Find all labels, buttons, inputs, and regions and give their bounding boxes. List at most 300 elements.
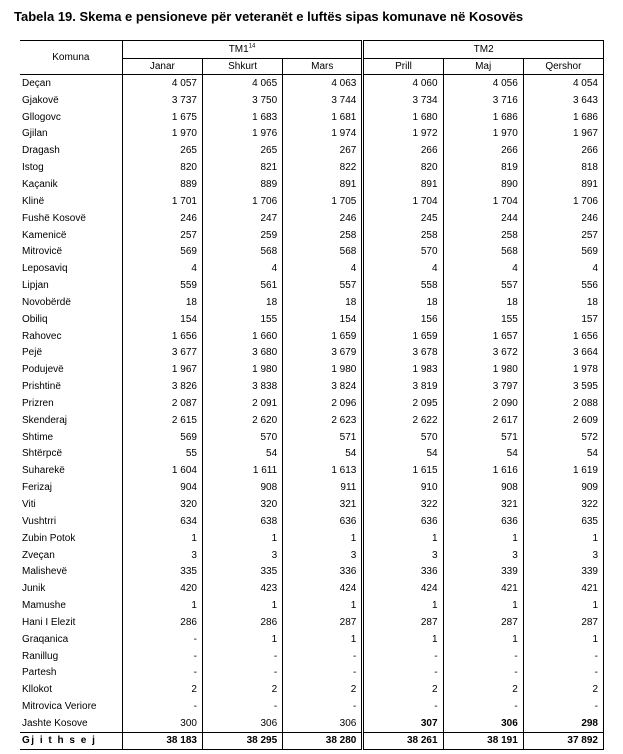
- value-cell: 1: [523, 597, 603, 614]
- value-cell: -: [443, 698, 523, 715]
- table-row: [20, 496, 604, 513]
- value-cell: 3: [283, 547, 363, 564]
- komuna-name: Istog: [20, 159, 122, 176]
- data-table-container: [20, 40, 604, 750]
- value-cell: 336: [363, 563, 443, 580]
- value-cell: 2 623: [283, 412, 363, 429]
- value-cell: 1 616: [443, 462, 523, 479]
- value-cell: 569: [122, 429, 202, 446]
- value-cell: 2 620: [202, 412, 282, 429]
- komuna-name: Pejë: [20, 345, 122, 362]
- table-row: [20, 176, 604, 193]
- value-cell: 267: [283, 142, 363, 159]
- value-cell: 1 681: [283, 109, 363, 126]
- value-cell: 306: [443, 715, 523, 732]
- value-cell: 4: [443, 260, 523, 277]
- value-cell: 3 838: [202, 378, 282, 395]
- total-row: [20, 732, 604, 749]
- value-cell: 258: [363, 227, 443, 244]
- value-cell: 559: [122, 277, 202, 294]
- value-cell: 18: [363, 294, 443, 311]
- value-cell: 891: [363, 176, 443, 193]
- value-cell: 3 737: [122, 92, 202, 109]
- table-row: [20, 345, 604, 362]
- value-cell: 424: [363, 580, 443, 597]
- header-month: Prill: [363, 59, 443, 75]
- table-row: [20, 294, 604, 311]
- value-cell: 1 972: [363, 126, 443, 143]
- value-cell: 3 826: [122, 378, 202, 395]
- table-body: [20, 75, 604, 750]
- value-cell: 4 063: [283, 75, 363, 92]
- value-cell: 2 088: [523, 395, 603, 412]
- table-row: [20, 243, 604, 260]
- komuna-name: Ranillug: [20, 648, 122, 665]
- komuna-name: Dragash: [20, 142, 122, 159]
- value-cell: 570: [363, 243, 443, 260]
- value-cell: 1 656: [122, 328, 202, 345]
- table-row: [20, 530, 604, 547]
- value-cell: 904: [122, 479, 202, 496]
- value-cell: 307: [363, 715, 443, 732]
- value-cell: 320: [202, 496, 282, 513]
- value-cell: 1: [283, 631, 363, 648]
- value-cell: -: [283, 698, 363, 715]
- value-cell: 1: [202, 631, 282, 648]
- value-cell: 2: [523, 681, 603, 698]
- value-cell: 287: [443, 614, 523, 631]
- table-row: [20, 378, 604, 395]
- value-cell: 154: [122, 311, 202, 328]
- table-row: [20, 277, 604, 294]
- value-cell: 1 615: [363, 462, 443, 479]
- komuna-name: Ferizaj: [20, 479, 122, 496]
- value-cell: 821: [202, 159, 282, 176]
- value-cell: 4 060: [363, 75, 443, 92]
- value-cell: 1 657: [443, 328, 523, 345]
- value-cell: 259: [202, 227, 282, 244]
- komuna-name: Zveçan: [20, 547, 122, 564]
- value-cell: 155: [443, 311, 523, 328]
- value-cell: -: [443, 648, 523, 665]
- header-month: Maj: [443, 59, 523, 75]
- value-cell: 1 660: [202, 328, 282, 345]
- value-cell: 266: [363, 142, 443, 159]
- table-row: [20, 159, 604, 176]
- value-cell: 38 191: [443, 732, 523, 749]
- header-tm2: TM2: [363, 41, 604, 59]
- value-cell: 1 659: [363, 328, 443, 345]
- value-cell: 424: [283, 580, 363, 597]
- value-cell: 889: [202, 176, 282, 193]
- value-cell: -: [202, 698, 282, 715]
- value-cell: 54: [202, 446, 282, 463]
- value-cell: -: [523, 648, 603, 665]
- value-cell: 38 261: [363, 732, 443, 749]
- komuna-name: Skenderaj: [20, 412, 122, 429]
- value-cell: 3: [443, 547, 523, 564]
- value-cell: 244: [443, 210, 523, 227]
- value-cell: 635: [523, 513, 603, 530]
- value-cell: -: [363, 698, 443, 715]
- value-cell: 321: [283, 496, 363, 513]
- value-cell: 561: [202, 277, 282, 294]
- value-cell: 3 680: [202, 345, 282, 362]
- value-cell: 1 706: [202, 193, 282, 210]
- value-cell: 911: [283, 479, 363, 496]
- table-row: [20, 547, 604, 564]
- value-cell: 54: [283, 446, 363, 463]
- komuna-name: Fushë Kosovë: [20, 210, 122, 227]
- table-row: [20, 563, 604, 580]
- table-row: [20, 210, 604, 227]
- table-row: [20, 513, 604, 530]
- komuna-name: Malishevë: [20, 563, 122, 580]
- value-cell: 18: [122, 294, 202, 311]
- value-cell: 634: [122, 513, 202, 530]
- value-cell: 321: [443, 496, 523, 513]
- komuna-name: Deçan: [20, 75, 122, 92]
- table-row: [20, 395, 604, 412]
- value-cell: 1 976: [202, 126, 282, 143]
- table-row: [20, 260, 604, 277]
- value-cell: 266: [523, 142, 603, 159]
- value-cell: 3 750: [202, 92, 282, 109]
- komuna-name: Mitrovicë: [20, 243, 122, 260]
- value-cell: 287: [363, 614, 443, 631]
- value-cell: 322: [363, 496, 443, 513]
- value-cell: 1 980: [283, 361, 363, 378]
- komuna-name: Graqanica: [20, 631, 122, 648]
- value-cell: 3 678: [363, 345, 443, 362]
- value-cell: 1: [122, 597, 202, 614]
- header-komuna: Komuna: [20, 41, 122, 75]
- value-cell: 18: [443, 294, 523, 311]
- table-row: [20, 142, 604, 159]
- value-cell: 909: [523, 479, 603, 496]
- value-cell: 1 604: [122, 462, 202, 479]
- value-cell: 339: [443, 563, 523, 580]
- value-cell: 2: [363, 681, 443, 698]
- komuna-name: Shtërpcë: [20, 446, 122, 463]
- value-cell: 557: [283, 277, 363, 294]
- value-cell: 1 704: [363, 193, 443, 210]
- value-cell: 306: [202, 715, 282, 732]
- value-cell: 570: [202, 429, 282, 446]
- value-cell: 636: [443, 513, 523, 530]
- value-cell: 306: [283, 715, 363, 732]
- komuna-name: Junik: [20, 580, 122, 597]
- value-cell: 818: [523, 159, 603, 176]
- komuna-name: Partesh: [20, 665, 122, 682]
- table-row: [20, 193, 604, 210]
- table-row: [20, 446, 604, 463]
- value-cell: 636: [283, 513, 363, 530]
- komuna-name: Kaçanik: [20, 176, 122, 193]
- komuna-name: Obiliq: [20, 311, 122, 328]
- value-cell: 3 679: [283, 345, 363, 362]
- value-cell: -: [122, 648, 202, 665]
- value-cell: 568: [283, 243, 363, 260]
- value-cell: 3 672: [443, 345, 523, 362]
- value-cell: 3 677: [122, 345, 202, 362]
- value-cell: 3 744: [283, 92, 363, 109]
- value-cell: -: [202, 648, 282, 665]
- value-cell: 246: [523, 210, 603, 227]
- value-cell: 568: [202, 243, 282, 260]
- value-cell: 154: [283, 311, 363, 328]
- value-cell: 335: [122, 563, 202, 580]
- value-cell: 1 659: [283, 328, 363, 345]
- value-cell: 820: [122, 159, 202, 176]
- value-cell: 54: [523, 446, 603, 463]
- value-cell: 421: [443, 580, 523, 597]
- value-cell: 38 183: [122, 732, 202, 749]
- value-cell: 558: [363, 277, 443, 294]
- value-cell: -: [122, 631, 202, 648]
- value-cell: -: [443, 665, 523, 682]
- value-cell: -: [523, 698, 603, 715]
- table-row: [20, 361, 604, 378]
- value-cell: -: [363, 665, 443, 682]
- value-cell: 1 970: [122, 126, 202, 143]
- value-cell: 3: [122, 547, 202, 564]
- value-cell: 1 683: [202, 109, 282, 126]
- komuna-name: Gjilan: [20, 126, 122, 143]
- pension-table: [20, 40, 604, 750]
- value-cell: 246: [122, 210, 202, 227]
- value-cell: 54: [363, 446, 443, 463]
- value-cell: 3: [363, 547, 443, 564]
- value-cell: 908: [202, 479, 282, 496]
- table-row: [20, 597, 604, 614]
- value-cell: 55: [122, 446, 202, 463]
- value-cell: 265: [202, 142, 282, 159]
- value-cell: 891: [283, 176, 363, 193]
- value-cell: 2 615: [122, 412, 202, 429]
- value-cell: 571: [443, 429, 523, 446]
- value-cell: 18: [283, 294, 363, 311]
- value-cell: 1: [443, 597, 523, 614]
- value-cell: 1 656: [523, 328, 603, 345]
- value-cell: 18: [202, 294, 282, 311]
- value-cell: 54: [443, 446, 523, 463]
- value-cell: 2 095: [363, 395, 443, 412]
- value-cell: 335: [202, 563, 282, 580]
- value-cell: 1 970: [443, 126, 523, 143]
- table-row: [20, 580, 604, 597]
- value-cell: 247: [202, 210, 282, 227]
- value-cell: 4 054: [523, 75, 603, 92]
- value-cell: 557: [443, 277, 523, 294]
- value-cell: -: [283, 648, 363, 665]
- value-cell: 3: [202, 547, 282, 564]
- value-cell: 3 734: [363, 92, 443, 109]
- table-row: [20, 92, 604, 109]
- value-cell: 37 892: [523, 732, 603, 749]
- komuna-name: Lipjan: [20, 277, 122, 294]
- table-row: [20, 648, 604, 665]
- value-cell: 1: [363, 631, 443, 648]
- value-cell: -: [202, 665, 282, 682]
- value-cell: 1 686: [523, 109, 603, 126]
- table-row: [20, 614, 604, 631]
- value-cell: 4 057: [122, 75, 202, 92]
- value-cell: 819: [443, 159, 523, 176]
- value-cell: 1: [363, 597, 443, 614]
- value-cell: 2 091: [202, 395, 282, 412]
- komuna-name: Rahovec: [20, 328, 122, 345]
- value-cell: 569: [523, 243, 603, 260]
- komuna-name: Prizren: [20, 395, 122, 412]
- value-cell: 286: [202, 614, 282, 631]
- value-cell: 2 617: [443, 412, 523, 429]
- header-tm1: $TM1^{14}$: [122, 41, 363, 59]
- komuna-name: Mamushe: [20, 597, 122, 614]
- value-cell: 636: [363, 513, 443, 530]
- value-cell: 3 824: [283, 378, 363, 395]
- value-cell: 286: [122, 614, 202, 631]
- value-cell: 1 675: [122, 109, 202, 126]
- komuna-name: Novobërdë: [20, 294, 122, 311]
- table-row: [20, 328, 604, 345]
- value-cell: 638: [202, 513, 282, 530]
- value-cell: 155: [202, 311, 282, 328]
- komuna-name: Hani I Elezit: [20, 614, 122, 631]
- value-cell: 320: [122, 496, 202, 513]
- value-cell: 572: [523, 429, 603, 446]
- table-row: [20, 126, 604, 143]
- value-cell: 1: [283, 530, 363, 547]
- value-cell: 890: [443, 176, 523, 193]
- value-cell: 2 609: [523, 412, 603, 429]
- value-cell: 2 622: [363, 412, 443, 429]
- value-cell: 1 701: [122, 193, 202, 210]
- value-cell: 2: [283, 681, 363, 698]
- value-cell: 1: [523, 530, 603, 547]
- value-cell: 3 716: [443, 92, 523, 109]
- value-cell: 571: [283, 429, 363, 446]
- table-title: Tabela 19. Skema e pensioneve për veteranët e luftës sipas komunave në Kosovës: [14, 9, 524, 24]
- value-cell: 258: [443, 227, 523, 244]
- value-cell: 3 797: [443, 378, 523, 395]
- value-cell: 570: [363, 429, 443, 446]
- header-month: Qershor: [523, 59, 603, 75]
- value-cell: 1 613: [283, 462, 363, 479]
- value-cell: 4: [202, 260, 282, 277]
- header-month: Mars: [283, 59, 363, 75]
- table-row: [20, 631, 604, 648]
- value-cell: 300: [122, 715, 202, 732]
- total-label: Gj i t h s e j: [20, 732, 122, 749]
- value-cell: 822: [283, 159, 363, 176]
- table-row: [20, 429, 604, 446]
- komuna-name: Prishtinë: [20, 378, 122, 395]
- value-cell: 1 680: [363, 109, 443, 126]
- table-row: [20, 665, 604, 682]
- komuna-name: Podujevë: [20, 361, 122, 378]
- value-cell: 568: [443, 243, 523, 260]
- header-month: Janar: [122, 59, 202, 75]
- value-cell: 157: [523, 311, 603, 328]
- value-cell: 420: [122, 580, 202, 597]
- value-cell: 423: [202, 580, 282, 597]
- value-cell: 298: [523, 715, 603, 732]
- value-cell: 908: [443, 479, 523, 496]
- komuna-name: Klinë: [20, 193, 122, 210]
- value-cell: -: [283, 665, 363, 682]
- value-cell: 4: [283, 260, 363, 277]
- komuna-name: Shtime: [20, 429, 122, 446]
- value-cell: -: [122, 698, 202, 715]
- value-cell: 2: [202, 681, 282, 698]
- table-row: [20, 311, 604, 328]
- value-cell: 1 611: [202, 462, 282, 479]
- value-cell: 421: [523, 580, 603, 597]
- value-cell: 3 595: [523, 378, 603, 395]
- value-cell: 1: [202, 597, 282, 614]
- value-cell: 1: [283, 597, 363, 614]
- komuna-name: Viti: [20, 496, 122, 513]
- value-cell: 2 087: [122, 395, 202, 412]
- value-cell: 1 704: [443, 193, 523, 210]
- value-cell: 1: [363, 530, 443, 547]
- value-cell: 1 705: [283, 193, 363, 210]
- komuna-name: Mitrovica Veriore: [20, 698, 122, 715]
- value-cell: 2 090: [443, 395, 523, 412]
- value-cell: 1 967: [122, 361, 202, 378]
- value-cell: 4 056: [443, 75, 523, 92]
- value-cell: 3: [523, 547, 603, 564]
- table-row: [20, 479, 604, 496]
- value-cell: 1 980: [443, 361, 523, 378]
- value-cell: 889: [122, 176, 202, 193]
- value-cell: 1 978: [523, 361, 603, 378]
- value-cell: 257: [122, 227, 202, 244]
- value-cell: 266: [443, 142, 523, 159]
- value-cell: 38 280: [283, 732, 363, 749]
- value-cell: 1 980: [202, 361, 282, 378]
- value-cell: 336: [283, 563, 363, 580]
- value-cell: 1 974: [283, 126, 363, 143]
- value-cell: 1 619: [523, 462, 603, 479]
- komuna-name: Gjakovë: [20, 92, 122, 109]
- value-cell: 2 096: [283, 395, 363, 412]
- value-cell: 257: [523, 227, 603, 244]
- value-cell: 1 967: [523, 126, 603, 143]
- value-cell: 1 686: [443, 109, 523, 126]
- value-cell: 38 295: [202, 732, 282, 749]
- komuna-name: Zubin Potok: [20, 530, 122, 547]
- komuna-name: Jashte Kosove: [20, 715, 122, 732]
- komuna-name: Kamenicë: [20, 227, 122, 244]
- value-cell: 4 065: [202, 75, 282, 92]
- value-cell: 1: [202, 530, 282, 547]
- value-cell: 156: [363, 311, 443, 328]
- table-row: [20, 75, 604, 92]
- value-cell: 246: [283, 210, 363, 227]
- value-cell: 245: [363, 210, 443, 227]
- value-cell: 556: [523, 277, 603, 294]
- value-cell: 287: [523, 614, 603, 631]
- table-row: [20, 412, 604, 429]
- value-cell: -: [122, 665, 202, 682]
- value-cell: 3 664: [523, 345, 603, 362]
- value-cell: 4: [122, 260, 202, 277]
- value-cell: 2: [443, 681, 523, 698]
- value-cell: 322: [523, 496, 603, 513]
- value-cell: 1 706: [523, 193, 603, 210]
